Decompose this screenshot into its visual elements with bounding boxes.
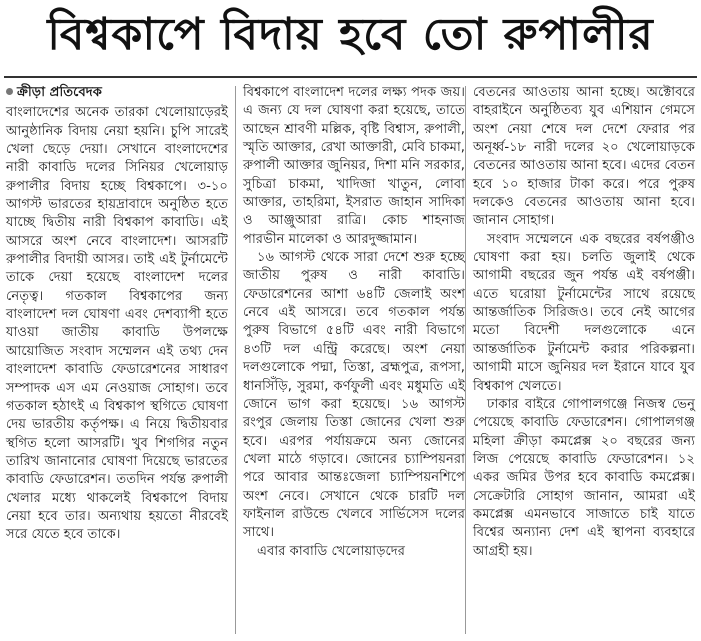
column-divider (235, 86, 236, 634)
paragraph: বেতনের আওতায় আনা হচ্ছে। অক্টোবরে বাহরাইনে অনুষ্ঠিতব্য যুব এশিয়ান গেমসে অংশ নেয়া শেষে দল দেশে ফেরার পর অনূর্ধ্ব-১৮ নারী দলের ২০ খেলোয়াড়কে বেতনের আওতায় আনা হবে। এদের বেতন হবে ১০ হাজার টাকা করে। পরে পুরুষ দলকেও বেতনের আওতায় আনা হবে। জানান সোহাগ। (473, 85, 695, 229)
column-divider (465, 86, 466, 634)
paragraph: সংবাদ সম্মেলনে এক বছরের বর্ষপঞ্জীও ঘোষণা করা হয়। চলতি জুলাই থেকে আগামী বছরের জুন পর্যন্ত এই বর্ষপঞ্জী। এতে ঘরোয়া টুর্নামেন্টের সাথে রয়েছে আন্তর্জাতিক সিরিজও। তবে নেই আগের মতো বিদেশী দলগুলোকে এনে আন্তর্জাতিক টুর্নামেন্ট করার পরিকল্পনা। আগামী মাসে জুনিয়র দল ইরানে যাবে যুব বিশ্বকাপ খেলতে। (473, 231, 695, 394)
paragraph: বিশ্বকাপে বাংলাদেশ দলের লক্ষ্য পদক জয়। এ জন্য যে দল ঘোষণা করা হয়েছে, তাতে আছেন শ্রাবণী মল্লিক, বৃষ্টি বিশ্বাস, রুপালী, স্মৃতি আক্তার, রেখা আক্তারী, মেবি চাকমা, রুপালী আক্তার জুনিয়র, দিশা মনি সরকার, সুচিত্রা চাকমা, খাদিজা খাতুন, লোবা আক্তার, তাহরিমা, ইসরাত জাহান সাদিকা ও আঞ্জুআরা রাত্রি। কোচ শাহনাজ পারভীন মালেকা ও আরদুজ্জামান। (243, 85, 465, 247)
paragraph: এবার কাবাডি খেলোয়াড়দের (257, 543, 405, 559)
paragraph: ঢাকার বাইরে গোপালগঞ্জে নিজস্ব ভেনু পেয়েছে কাবাডি ফেডারেশন। গোপালগঞ্জ মহিলা ক্রীড়া কমপ্লেক্স ২০ বছরের জন্য লিজ পেয়েছে কাবাডি ফেডারেশন। ১২ একর জমির উপর হবে কাবাডি কমপ্লেক্স। সেক্রেটারি সোহাগ জানান, আমরা এই কমপ্লেক্স এমনভাবে সাজাতে চাই যাতে বিশ্বের অন্যান্য দেশ এই স্থাপনা ব্যবহারে আগ্রহী হয়। (473, 396, 695, 559)
column-2 (243, 84, 465, 561)
paragraph: বাংলাদেশের অনেক তারকা খেলোয়াড়েরই আনুষ্ঠানিক বিদায় নেয়া হয়নি। চুপি সারেই খেলা ছেড়ে দেয়া। সেখানে বাংলাদেশের নারী কাবাডি দলের সিনিয়র খেলোয়াড় রুপালীর বিদায় হচ্ছে বিশ্বকাপে। ৩-১০ আগস্ট ভারতের হায়দ্রাবাদে অনুষ্ঠিত হতে যাচ্ছে দ্বিতীয় নারী বিশ্বকাপ কাবাডি। এই আসরে অংশ নেবে বাংলাদেশ। আসরটি রুপালীর বিদায়ী আসর। তাই এই টুর্নামেন্টে তাকে দেয়া হয়েছে বাংলাদেশ দলের নেতৃত্ব। গতকাল বিশ্বকাপের জন্য বাংলাদেশ দল ঘোষণা এবং দেশব্যাপী হতে যাওয়া জাতীয় কাবাডি উপলক্ষে আয়োজিত সংবাদ সম্মেলন এই তথ্য দেন বাংলাদেশ কাবাডি ফেডারেশনের সাধারণ সম্পাদক এস এম নেওয়াজ সোহাগ। তবে গতকাল হঠাৎই এ বিশ্বকাপ স্থগিতে ঘোষণা দেয় ভারতীয় কর্তৃপক্ষ। এ নিয়ে দ্বিতীয়বার স্থগিত হলো আসরটি। খুব শিগগির নতুন তারিখ জানানোর ঘোষণা দিয়েছে ভারতের কাবাডি ফেডারেশন। ততদিন পর্যন্ত রুপালী খেলার মধ্যে থাকলেই বিশ্বকাপে বিদায় নেয়া হবে তার। অন্যথায় হয়তো নীরবেই সরে যেতে হবে তাকে। (6, 105, 228, 543)
headline-rule (4, 76, 697, 78)
column-3 (473, 84, 695, 561)
byline (6, 84, 228, 102)
column-1 (6, 84, 228, 545)
bullet-icon (6, 88, 13, 95)
headline: বিশ্বকাপে বিদায় হবে তো রুপালীর (47, 9, 654, 60)
paragraph: ১৬ আগস্ট থেকে সারা দেশে শুরু হচ্ছে জাতীয় পুরুষ ও নারী কাবাডি। ফেডারেশনের আশা ৬৪টি জেলাই অংশ নেবে এই আসরে। তবে গতকাল পর্যন্ত পুরুষ বিভাগে ৫৪টি এবং নারী বিভাগে ৪৩টি দল এন্ট্রি করেছে। অংশ নেয়া দলগুলোকে পদ্মা, তিস্তা, ব্রহ্মপুত্র, রূপসা, ধানসিঁড়ি, সুরমা, কর্ণফুলী এবং মধুমতি এই জোনে ভাগ করা হয়েছে। ১৬ আগস্ট রংপুর জেলায় তিস্তা জোনের খেলা শুরু হবে। এরপর পর্যায়ক্রমে অন্য জোনের খেলা মাঠে গড়াবে। জোনের চ্যাম্পিয়নরা পরে আবার আন্তঃজেলা চ্যাম্পিয়নশিপে অংশ নেবে। সেখানে থেকে চারটি দল ফাইনাল রাউন্ডে খেলবে সার্ভিসেস দলের সাথে। (243, 250, 465, 541)
byline-text: ক্রীড়া প্রতিবেদক (17, 85, 102, 100)
